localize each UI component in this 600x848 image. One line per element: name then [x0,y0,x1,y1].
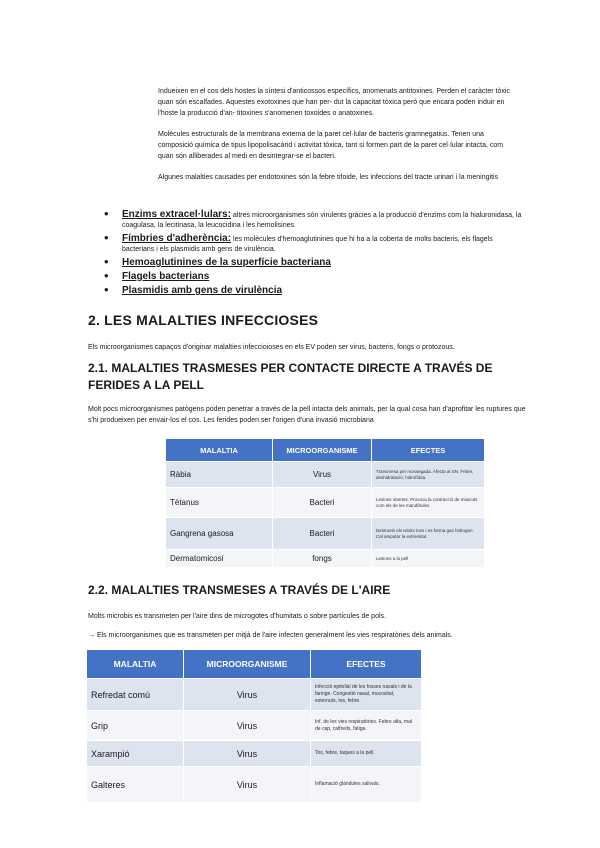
disease-cell: Ràbia [166,462,273,488]
disease-cell: Refredat comú [87,679,184,711]
organism-cell: Virus [184,767,311,803]
disease-cell: Xarampió [87,741,184,767]
disease-cell: Tètanus [166,488,273,518]
organism-cell: Virus [184,711,311,741]
paragraph: Els microorganismes capaços d'originar malalties infeccioioses en els EV poden ser virus, bacteris, fongs o protozous. [88,344,455,351]
table-row [87,711,422,741]
effects-cell: Infecció epitelial de les fosses nasals i de la faringe. Congestió nasal, mucositat, esternuts, tos, febre. [311,679,422,711]
effects-cell: Destrueix els teixits tovs i es forma gas hidrogen. Cal amputar la extremitat. [372,518,485,550]
paragraph: Molècules estructurals de la membrana externa de la paret cel·lular de bacteris gramnegatius. Tenen una composició química de tipus lipopolisacàrid i activitat tòxica, tant si formen part de la paret cel·lular intacta, com quan són alliberades al medi en desintegrar-se el bacteri. [158,131,504,160]
disease-cell: Grip [87,711,184,741]
column-header: EFECTES [372,439,485,462]
list-item [104,258,524,269]
organism-cell: Virus [184,679,311,711]
table-row [166,462,485,488]
column-header: EFECTES [311,650,422,679]
effects-cell: Tos, febre, taques a la pell. [311,741,422,767]
organism-cell: Bacteri [273,488,372,518]
paragraph: Molt pocs microorganismes patògens poden penetrar a través de la pell intacta dels animals, per la qual cosa han d'aprofitar les ruptures que s'hi produeixen per envair-los el cos. Les ferides poden ser l'origen d'una invasió microbiana [88,406,526,424]
organism-cell: Virus [273,462,372,488]
endotoxin-text-block [158,86,518,193]
organism-cell: Bacteri [273,518,372,550]
table-row [166,550,485,568]
contact-disease-table [165,438,485,568]
table-header-row [166,439,485,462]
subsection-heading: 2.2. MALALTIES TRANSMESES A TRAVÉS DE L'AIRE [88,583,391,597]
table-row [166,518,485,550]
table-header-row [87,650,422,679]
subsection-heading: 2.1. MALALTIES TRASMESES PER CONTACTE DIRECTE A TRAVÉS DE FERIDES A LA PELL [88,361,493,392]
disease-cell: Dermatomicosi [166,550,273,568]
list-item [104,286,524,297]
list-item [104,234,524,255]
virulence-factor-list [104,210,524,300]
effects-cell: Lesions a la pell [372,550,485,568]
effects-cell: Inf. de les vies respiratòries. Febre alta, mal de cap, calfreds, fatiga. [311,711,422,741]
list-item-title: Hemoaglutinines de la superfície bacteriana [122,257,331,268]
list-item-title: Enzims extracel·lulars: [122,209,231,220]
disease-cell: Galteres [87,767,184,803]
disease-cell: Gangrena gasosa [166,518,273,550]
effects-cell: Lesions obertes. Provoca la contracció de músculs com els de les mandíbules. [372,488,485,518]
column-header: MALALTIA [87,650,184,679]
list-item-title: Fímbries d'adherència: [122,233,232,244]
table-row [87,679,422,711]
column-header: MALALTIA [166,439,273,462]
section-heading: 2. LES MALALTIES INFECCIOSES [88,312,319,328]
paragraph: Algunes malalties causades per endotoxines són la febre tifoide, les infeccions del tracte urinari i la meningitis [158,174,499,181]
list-item-title: Flagels bacterians [122,271,210,282]
paragraph: Indueixen en el cos dels hostes la síntesi d'anticossos específics, anomenats antitoxines. Perden el caràcter tòxic quan són escalfades. Aquestes exotoxines que han per- dut la capacitat tòxica però que encara poden induir en l'hoste la producció d'an- titoxines s'anomenen toxoides o anatoxines. [158,88,510,117]
table-row [166,488,485,518]
table-row [87,741,422,767]
effects-cell: Inflamació glàndules salivals. [311,767,422,803]
column-header: MICROORGANISME [184,650,311,679]
list-item [104,272,524,283]
table-row [87,767,422,803]
airborne-disease-table [86,649,422,803]
effects-cell: Transmesa per mossegada. Afecta al SN. Febre, deshidratació, hidrofòbia. [372,462,485,488]
list-item [104,210,524,231]
organism-cell: fongs [273,550,372,568]
list-item-text: les molècules d'hemoaglutinines que hi ha a la coberta de molts bacteris, els flagels bacterians i els plasmidis amb gens de virulència. [122,236,493,253]
list-item-title: Plasmidis amb gens de virulència [122,285,283,296]
list-item-text: altres microorganismes són virulents gràcies a la producció d'enzims com la hialuronidasa, la coagulasa, la lecitinasa, la leucocidina i les hemolisines. [122,212,522,229]
paragraph: Molts microbis es transmeten per l'aire dins de microgotes d'humitats o sobre partícules de pols. [88,613,386,620]
column-header: MICROORGANISME [273,439,372,462]
paragraph: → Els microorganismes que es transmeten per mitjà de l'aire infecten generalment les vies respiratòries dels animals. [88,632,453,639]
organism-cell: Virus [184,741,311,767]
